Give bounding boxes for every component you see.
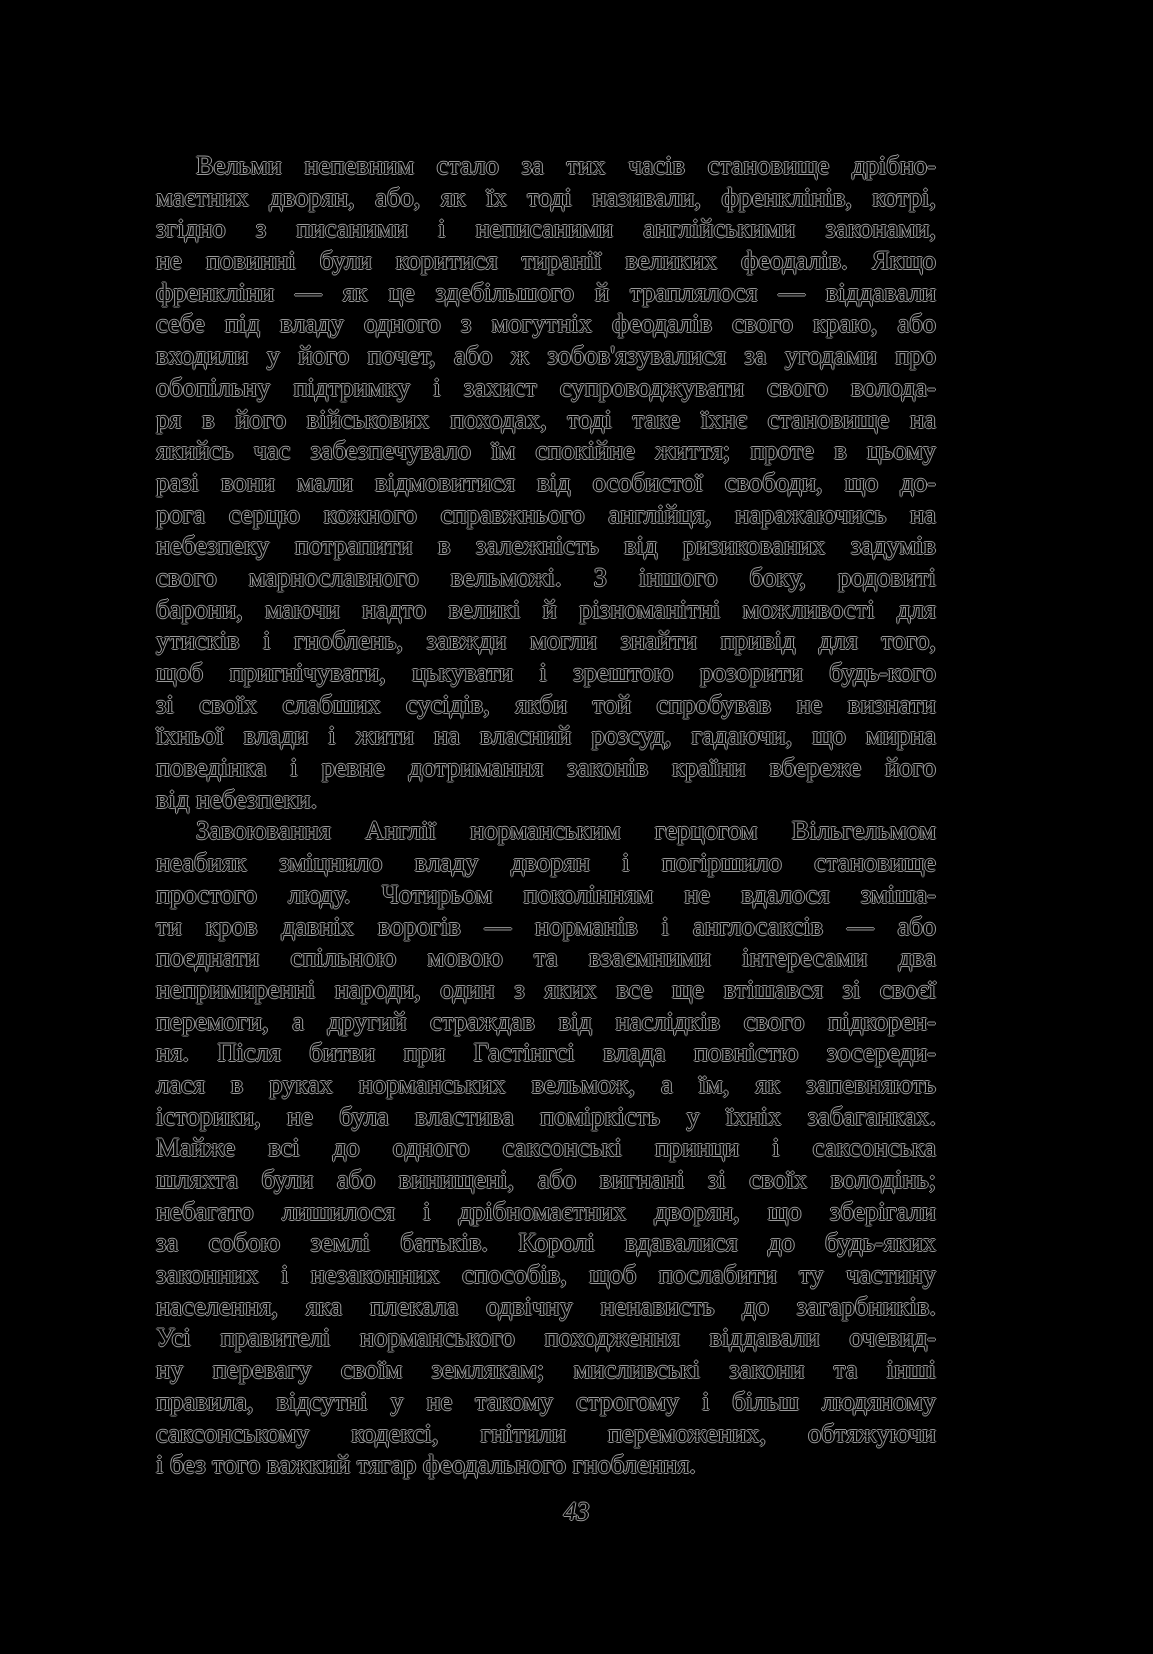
text-line: лася в руках норманських вельмож, а їм, як запевняють xyxy=(156,1068,936,1099)
text-line: правила, відсутні у не такому строгому і більш людяному xyxy=(156,1385,936,1416)
text-line: простого люду. Чотирьом поколінням не вдалося зміша- xyxy=(156,878,936,909)
page-number: 43 xyxy=(563,1497,590,1526)
text-line: і без того важкий тягар феодального гноблення. xyxy=(156,1449,696,1480)
text-line: не повинні були коритися тиранії великих феодалів. Якщо xyxy=(156,245,936,276)
text-line: ну перевагу своїм землякам; мисливські закони та інші xyxy=(156,1354,936,1385)
paragraph-2 xyxy=(156,815,936,1480)
text-line: законних і незаконних способів, щоб послабити ту частину xyxy=(156,1259,936,1290)
text-line: входили у його почет, або ж зобов'язувалися за угодами про xyxy=(156,340,936,371)
text-line: Вельми непевним стало за тих часів становище дрібно- xyxy=(196,150,936,180)
text-line: якийсь час забезпечувало їм спокійне життя; проте в цьому xyxy=(156,435,936,466)
text-line: свого марнославного вельможі. З іншого боку, родовиті xyxy=(156,561,936,592)
text-line: згідно з писаними і неписаними англійськими законами, xyxy=(156,213,936,244)
text-line: утисків і гноблень, завжди могли знайти привід для того, xyxy=(156,625,936,656)
text-line: барони, маючи надто великі й різноманітні можливості для xyxy=(156,593,936,624)
text-line: себе під владу одного з могутніх феодалів свого краю, або xyxy=(156,308,936,339)
text-line: поведінка і ревне дотримання законів країни вбереже його xyxy=(156,752,936,783)
text-line: неабияк зміцнило владу дворян і погіршило становище xyxy=(156,847,936,878)
body-text xyxy=(156,150,936,1481)
text-line: населення, яка плекала одвічну ненависть до загарбників. xyxy=(156,1290,936,1321)
text-line: поєднати спільною мовою та взаємними інтересами два xyxy=(156,942,936,973)
text-line: за собою землі батьків. Королі вдавалися до будь-яких xyxy=(156,1227,936,1258)
text-line: саксонському кодексі, гнітили переможених, обтяжуючи xyxy=(156,1417,936,1448)
text-line: Завоювання Англії норманським герцогом Вільгельмом xyxy=(196,815,936,846)
text-line: ня. Після битви при Гастінгсі влада повністю зосереди- xyxy=(156,1037,936,1068)
text-line: зі своїх слабших сусідів, якби той спробував не визнати xyxy=(156,688,936,719)
text-line: френкліни — як це здебільшого й траплялося — віддавали xyxy=(156,276,936,307)
text-line: шляхта були або винищені, або вигнані зі своїх володінь; xyxy=(156,1164,936,1194)
text-line: небезпеку потрапити в залежність від ризикованих задумів xyxy=(156,530,936,561)
text-line: Майже всі до одного саксонські принци і саксонська xyxy=(156,1132,936,1163)
text-line: щоб пригнічувати, цькувати і зрештою розорити будь-кого xyxy=(156,657,936,687)
text-line: Усі правителі норманського походження віддавали очевид- xyxy=(156,1322,936,1353)
text-line: обопільну підтримку і захист супроводжувати свого волода- xyxy=(156,371,936,402)
text-line: їхньої влади і жити на власний розсуд, гадаючи, що мирна xyxy=(156,720,936,751)
text-line: небагато лишилося і дрібномаєтних дворян, що зберігали xyxy=(156,1195,936,1226)
text-line: маєтних дворян, або, як їх тоді називали, френклінів, котрі, xyxy=(156,181,936,212)
text-line: історики, не була властива поміркість у їхніх забаганках. xyxy=(156,1100,936,1131)
text-line: ти кров давніх ворогів — норманів і англосаксів — або xyxy=(156,910,936,941)
text-line: ря в його військових походах, тоді таке їхнє становище на xyxy=(156,403,936,434)
text-line: разі вони мали відмовитися від особистої свободи, що до- xyxy=(156,466,936,497)
text-line: від небезпеки. xyxy=(156,783,318,814)
text-line: непримиренні народи, один з яких все ще втішався зі своєї xyxy=(156,973,936,1004)
text-line: перемоги, а другий страждав від наслідків свого підкорен- xyxy=(156,1005,936,1036)
text-line: рога серцю кожного справжнього англійця, наражаючись на xyxy=(156,498,936,529)
paragraph-1 xyxy=(156,150,936,815)
